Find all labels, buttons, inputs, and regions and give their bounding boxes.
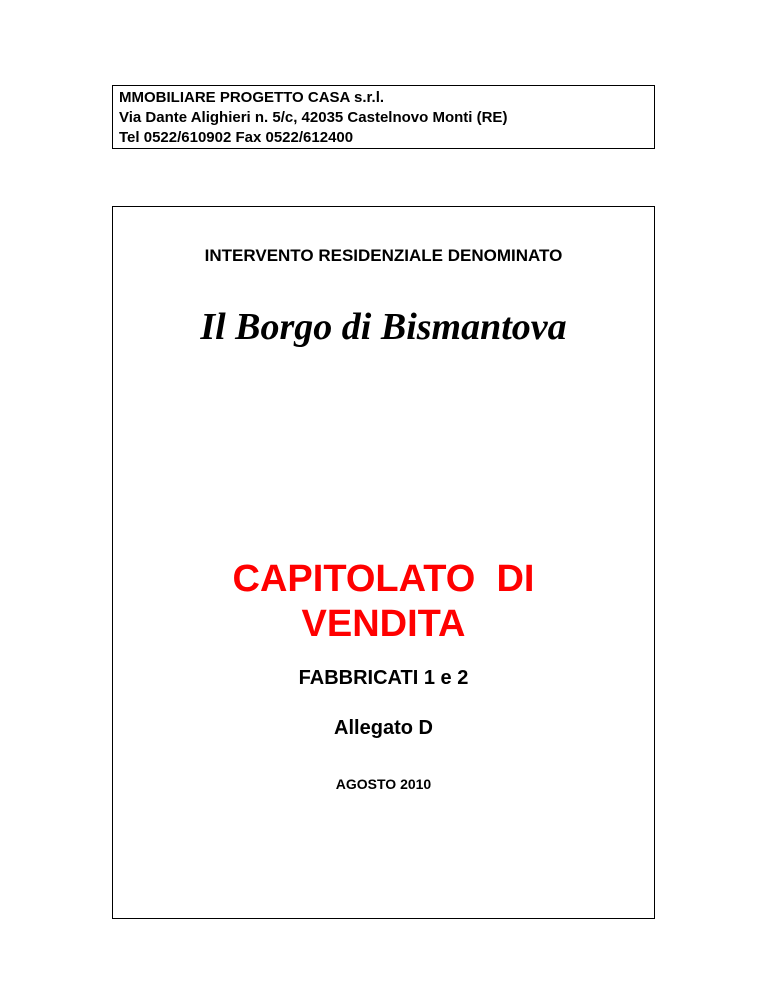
project-name: Il Borgo di Bismantova xyxy=(200,306,567,348)
document-title-line1: CAPITOLATO DI xyxy=(232,558,535,600)
company-header-box xyxy=(112,85,655,149)
cover-frame xyxy=(112,206,655,919)
cover-intro: INTERVENTO RESIDENZIALE DENOMINATO xyxy=(204,246,563,265)
attachment-label: Allegato D xyxy=(334,717,433,739)
document-title-line2: VENDITA xyxy=(301,603,466,645)
buildings-label: FABBRICATI 1 e 2 xyxy=(298,667,469,689)
company-contacts: Tel 0522/610902 Fax 0522/612400 xyxy=(119,129,354,146)
company-name: MMOBILIARE PROGETTO CASA s.r.l. xyxy=(119,89,385,106)
company-address: Via Dante Alighieri n. 5/c, 42035 Castelnovo Monti (RE) xyxy=(119,109,508,126)
document-date: AGOSTO 2010 xyxy=(335,776,432,792)
